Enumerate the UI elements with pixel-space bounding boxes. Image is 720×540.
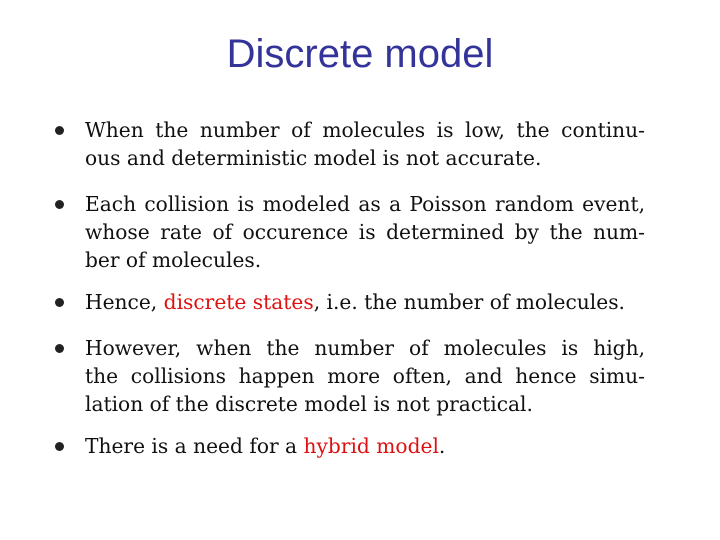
bullet-2-line-3: ber of molecules. [85,248,262,272]
bullet-4-line-3: lation of the discrete model is not practical. [85,392,533,416]
bullet-4-line-2: the collisions happen more often, and hence simu- [85,364,645,388]
bullet-dot-icon [55,200,64,209]
bullet-dot-icon [55,344,64,353]
bullet-2 [55,190,645,274]
bullet-5-suffix: . [438,434,446,458]
bullet-5-prefix: There is a need for a [85,434,304,458]
bullet-5 [55,432,645,460]
bullet-dot-icon [55,442,64,451]
bullet-3-highlight: discrete states [163,290,314,314]
bullet-3-prefix: Hence, [85,290,164,314]
bullet-4-line-1: However, when the number of molecules is high, [85,336,645,360]
bullet-dot-icon [55,126,64,135]
bullet-5-highlight: hybrid model [303,434,439,458]
bullet-3 [55,288,645,316]
bullet-4 [55,334,645,418]
bullet-3-suffix: , i.e. the number of molecules. [313,290,625,314]
bullet-1-line-1: When the number of molecules is low, the continu- [85,118,645,142]
bullet-1-line-2: ous and deterministic model is not accurate. [85,146,542,170]
bullet-5-line-1 [85,432,645,460]
slide-title: Discrete model [226,32,494,76]
bullet-3-line-1 [85,288,645,316]
bullet-2-line-1: Each collision is modeled as a Poisson random event, [85,192,645,216]
bullet-1 [55,116,645,172]
bullet-dot-icon [55,298,64,307]
bullet-2-line-2: whose rate of occurence is determined by the num- [85,220,645,244]
